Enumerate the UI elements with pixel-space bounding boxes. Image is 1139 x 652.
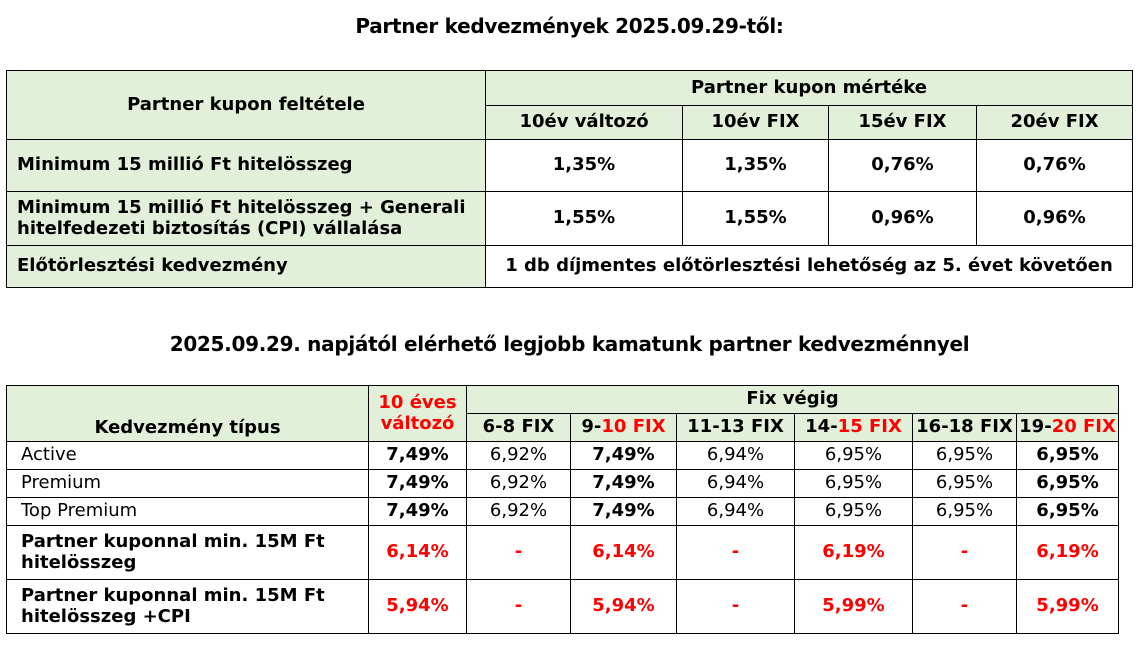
table-cell: 6,95%	[913, 470, 1017, 498]
table-cell: 6,95%	[795, 442, 913, 470]
table-row	[7, 498, 1119, 526]
table-cell: 6,19%	[1017, 526, 1119, 580]
table-cell: 6,14%	[369, 526, 467, 580]
best-rate-table	[6, 385, 1119, 634]
table-cell: 6,19%	[795, 526, 913, 580]
partner-discount-table	[6, 70, 1133, 288]
table-row	[7, 442, 1119, 470]
table1-title: Partner kedvezmények 2025.09.29-től:	[355, 14, 784, 38]
table-cell: 7,49%	[571, 498, 677, 526]
column-header: 15év FIX	[829, 106, 977, 140]
table-cell: 6,92%	[467, 470, 571, 498]
type-header: Kedvezmény típus	[7, 386, 369, 442]
table-cell: 0,96%	[977, 192, 1133, 246]
table-cell: -	[467, 526, 571, 580]
table-row	[7, 246, 1133, 288]
table2-title: 2025.09.29. napjától elérhető legjobb kamatunk partner kedvezménnyel	[169, 332, 970, 356]
table-cell: -	[677, 526, 795, 580]
table-cell: 6,95%	[1017, 442, 1119, 470]
table-row	[7, 580, 1119, 634]
table-cell: 6,95%	[795, 498, 913, 526]
fix-column-header: 19-20 FIX	[1017, 414, 1119, 442]
row-label: Minimum 15 millió Ft hitelösszeg	[7, 140, 486, 192]
table-cell: 6,95%	[913, 498, 1017, 526]
table-cell: 6,94%	[677, 470, 795, 498]
table-cell: 6,14%	[571, 526, 677, 580]
table-cell: 7,49%	[369, 498, 467, 526]
column-header: 10év FIX	[683, 106, 829, 140]
prepay-text: 1 db díjmentes előtörlesztési lehetőség az 5. évet követően	[486, 246, 1133, 288]
table-row	[7, 140, 1133, 192]
variable-header: 10 éves változó	[369, 386, 467, 442]
table-cell: -	[677, 580, 795, 634]
table-cell: 1,55%	[683, 192, 829, 246]
fix-column-header: 11-13 FIX	[677, 414, 795, 442]
table-cell: 7,49%	[571, 470, 677, 498]
table-cell: 5,94%	[369, 580, 467, 634]
fix-column-header: 16-18 FIX	[913, 414, 1017, 442]
table-cell: 6,95%	[913, 442, 1017, 470]
row-label: Minimum 15 millió Ft hitelösszeg + Generali hitelfedezeti biztosítás (CPI) vállalása	[7, 192, 486, 246]
fix-column-header: 9-10 FIX	[571, 414, 677, 442]
table-cell: 5,99%	[1017, 580, 1119, 634]
table-cell: 6,95%	[1017, 498, 1119, 526]
row-label: Top Premium	[7, 498, 369, 526]
table-cell: 5,99%	[795, 580, 913, 634]
table-cell: -	[913, 526, 1017, 580]
table-cell: 0,96%	[829, 192, 977, 246]
prepay-label: Előtörlesztési kedvezmény	[7, 246, 486, 288]
table-cell: 1,55%	[486, 192, 683, 246]
table-row	[7, 526, 1119, 580]
table-cell: -	[913, 580, 1017, 634]
condition-header: Partner kupon feltétele	[7, 71, 486, 140]
row-label: Premium	[7, 470, 369, 498]
rate-header: Partner kupon mértéke	[486, 71, 1133, 106]
fix-header: Fix végig	[467, 386, 1119, 414]
table-cell: 0,76%	[977, 140, 1133, 192]
table-cell: 6,94%	[677, 442, 795, 470]
row-label: Partner kuponnal min. 15M Ft hitelösszeg +CPI	[7, 580, 369, 634]
column-header: 10év változó	[486, 106, 683, 140]
row-label: Active	[7, 442, 369, 470]
table-row	[7, 192, 1133, 246]
row-label: Partner kuponnal min. 15M Ft hitelösszeg	[7, 526, 369, 580]
column-header: 20év FIX	[977, 106, 1133, 140]
table-cell: 6,92%	[467, 498, 571, 526]
table-cell: 7,49%	[369, 442, 467, 470]
table-cell: 1,35%	[486, 140, 683, 192]
table-cell: 6,95%	[1017, 470, 1119, 498]
table-cell: 5,94%	[571, 580, 677, 634]
table-cell: 1,35%	[683, 140, 829, 192]
fix-column-header: 6-8 FIX	[467, 414, 571, 442]
table-cell: 7,49%	[369, 470, 467, 498]
fix-column-header: 14-15 FIX	[795, 414, 913, 442]
table-cell: 6,92%	[467, 442, 571, 470]
table-cell: 6,94%	[677, 498, 795, 526]
table-cell: -	[467, 580, 571, 634]
table-cell: 0,76%	[829, 140, 977, 192]
table-row	[7, 470, 1119, 498]
table-cell: 6,95%	[795, 470, 913, 498]
table-cell: 7,49%	[571, 442, 677, 470]
